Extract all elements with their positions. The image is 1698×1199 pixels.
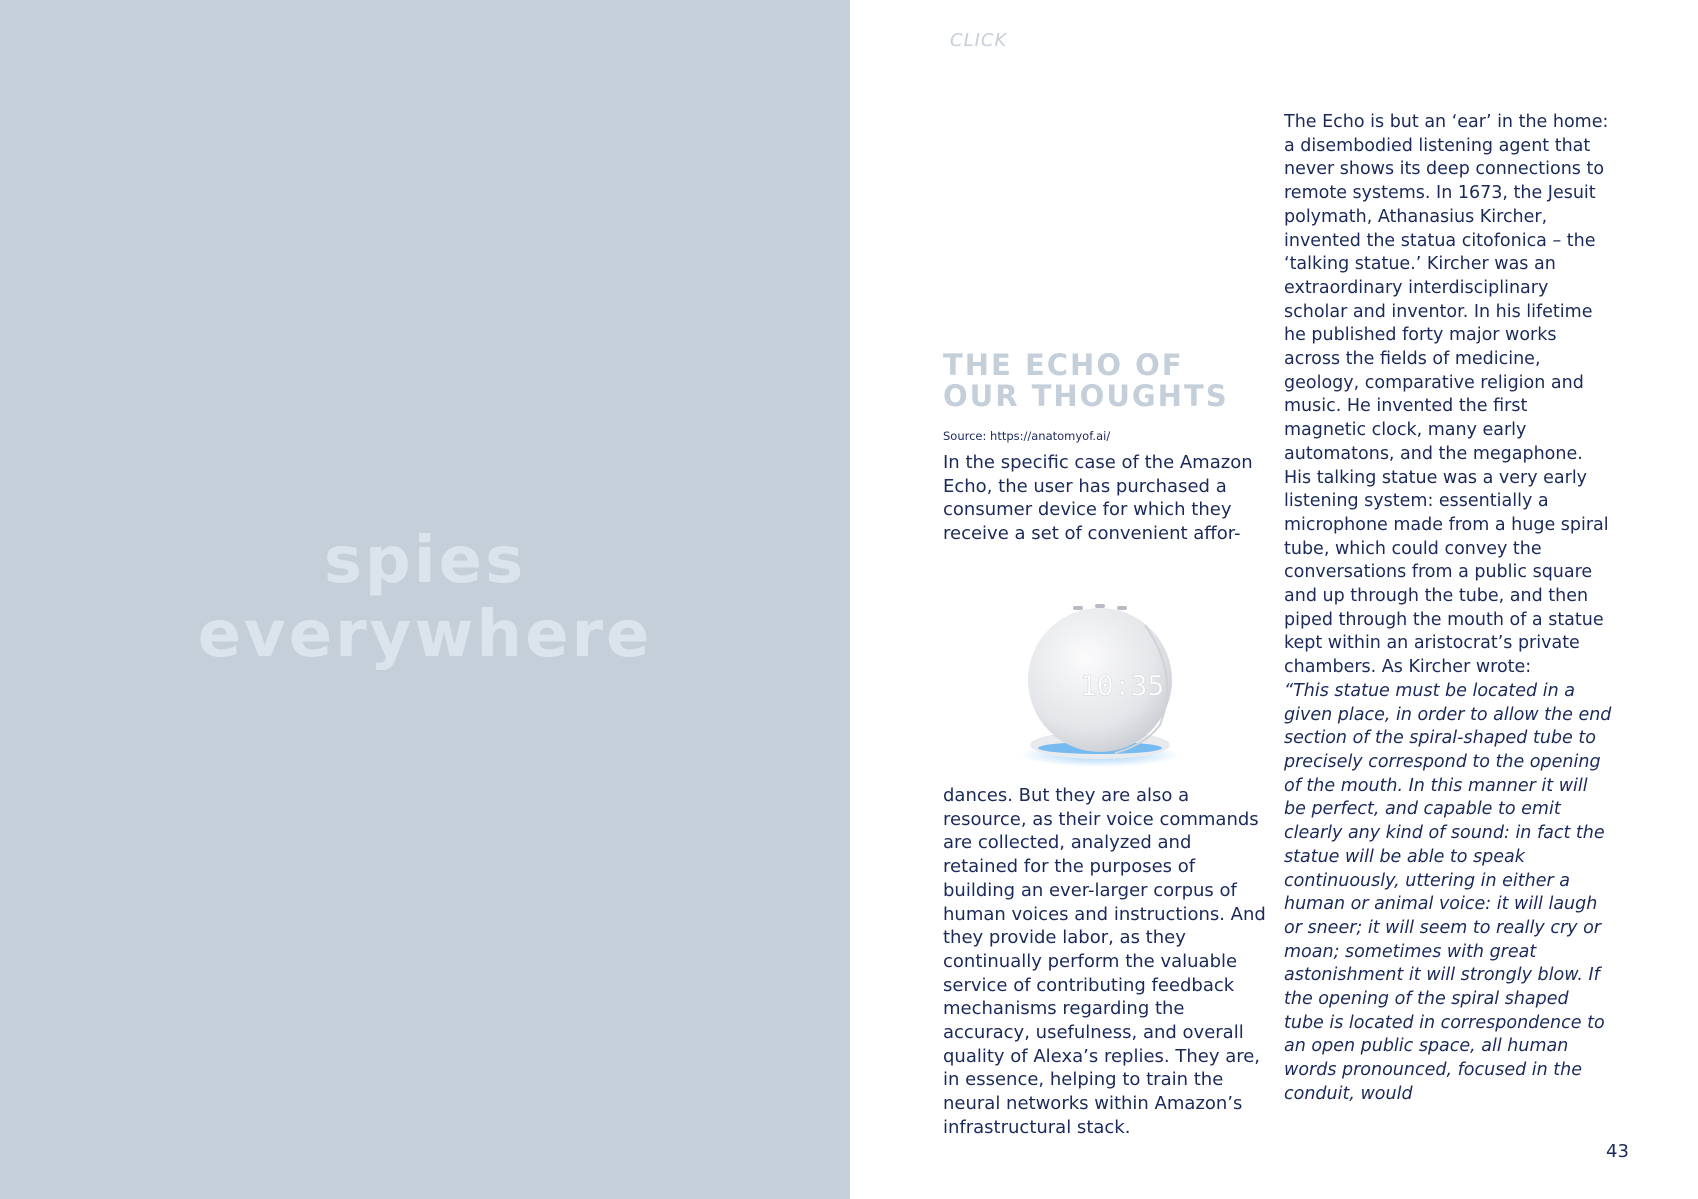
source-citation: Source: https://anatomyof.ai/	[943, 429, 1111, 443]
kircher-quote: “This statue must be located in a given place, in order to allow the end section of the spiral-shaped tube to precisely correspond to the opening of the mouth. In this manner it will be perfect, and capable to emit clearly any kind of sound: in fact the statue will be able to speak continuously, uttering in either a human or animal voice: it will laugh or sneer; it will seem to really cry or moan; sometimes with great astonishment it will strongly blow. If the opening of the spiral shaped tube is located in correspondence to an open public space, all human words pronounced, focused in the conduit, would	[1284, 680, 1612, 1104]
device-clock-text: 10:35	[1080, 669, 1165, 702]
spread-title-line2: everywhere	[197, 598, 653, 672]
spread-title-line1: spies	[323, 524, 527, 598]
column2-paragraph: The Echo is but an ‘ear’ in the home: a disembodied listening agent that never shows its deep connections to remote systems. In 1673, the Jesuit polymath, Athanasius Kircher, invented the statua citofonica – the ‘talking statue.’ Kircher was an extraordinary interdisciplinary scholar and inventor. In his lifetime he published forty major works across the fields of medicine, geology, comparative religion and music. He invented the first magnetic clock, many early automatons, and the megaphone. His talking statue was a very early listening system: essentially a microphone made from a huge spiral tube, which could convey the conversations from a public square and up through the tube, and then piped through the mouth of a statue kept within an aristocrat’s private chambers. As Kircher wrote:	[1284, 112, 1609, 678]
heading-line2: OUR THOUGHTS	[943, 379, 1229, 413]
article-heading	[943, 350, 1229, 412]
echo-device-image	[995, 585, 1205, 785]
column1-paragraph-top: In the specific case of the Amazon Echo, the user has purchased a consumer device for which they receive a set of convenient affor-	[943, 452, 1253, 545]
column1-paragraph-bottom: dances. But they are also a resource, as their voice commands are collected, analyzed and retained for the purposes of building an ever-larger corpus of human voices and instructions. And they provide labor, as they continually perform the valuable service of contributing feedback mechanisms regarding the accuracy, usefulness, and overall quality of Alexa’s replies. They are, in essence, helping to train the neural networks within Amazon’s infrastructural stack.	[943, 785, 1266, 1138]
section-tag: CLICK	[950, 30, 1008, 51]
heading-line1: THE ECHO OF	[943, 348, 1184, 382]
column2-body	[1284, 111, 1614, 1107]
page-number: 43	[1606, 1141, 1629, 1162]
